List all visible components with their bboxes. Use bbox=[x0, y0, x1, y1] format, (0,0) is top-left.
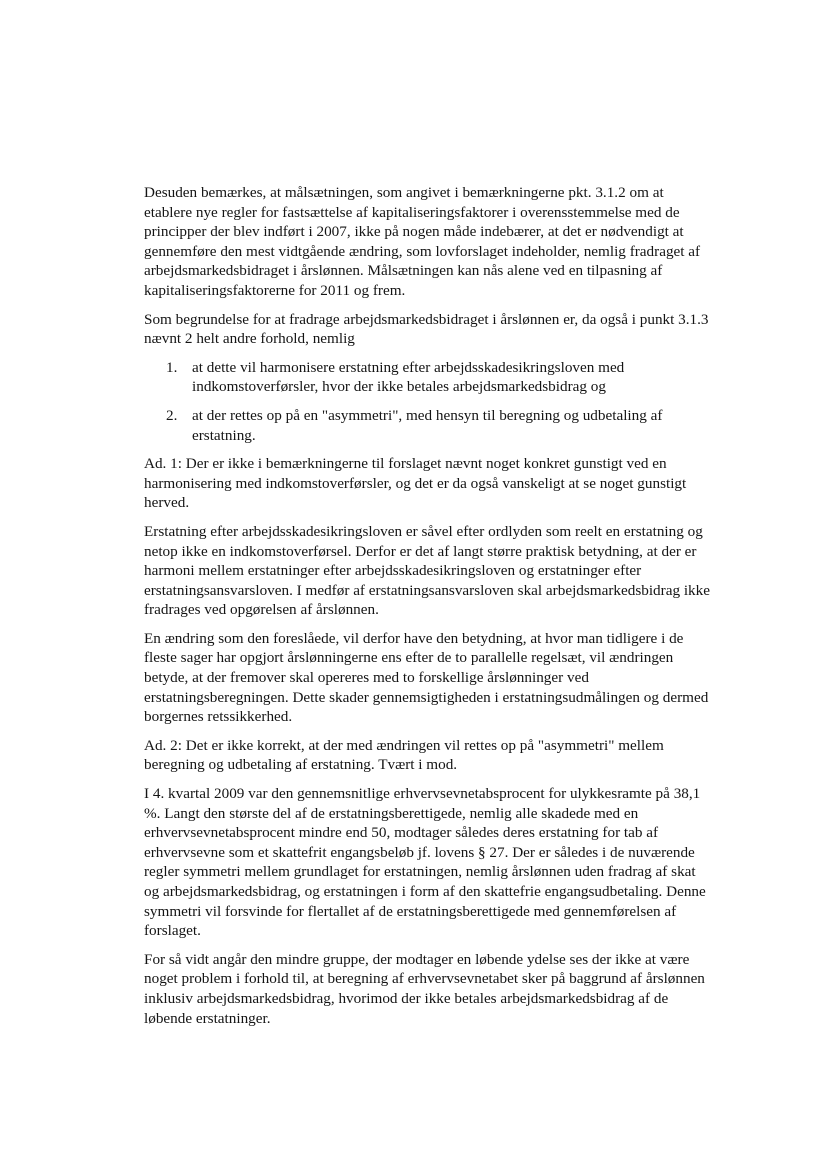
paragraph-compensation-nature: Erstatning efter arbejdsskadesikringsloven er såvel efter ordlyden som reelt en erstatning og netop ikke en indkomstoverførsel. Derfor er det af langt større praktisk betydning, at der er harmoni mellem erstatninger efter arbejdsskadesikringsloven og erstatninger efter erstatningsansvarsloven. I medfør af erstatningsansvarsloven skal arbejdsmarkedsbidrag ikke fradrages ved opgørelsen af årslønnen. bbox=[144, 522, 710, 619]
list-item bbox=[144, 358, 714, 397]
paragraph-ad-2: Ad. 2: Det er ikke korrekt, at der med ændringen vil rettes op på "asymmetri" mellem beregning og udbetaling af erstatning. Tvært i mod. bbox=[144, 736, 664, 774]
paragraph-goal-statement: Desuden bemærkes, at målsætningen, som angivet i bemærkningerne pkt. 3.1.2 om at etablere nye regler for fastsættelse af kapitaliseringsfaktorer i overensstemmelse med de principper der blev indført i 2007, ikke på nogen måde indebærer, at det er nødvendigt at gennemføre den mest vidtgående ændring, som lovforslaget indeholder, nemlig fradraget af arbejdsmarkedsbidraget i årslønnen. Målsætningen kan nås alene ved en tilpasning af kapitaliseringsfaktorerne for 2011 og frem. bbox=[144, 184, 701, 299]
list-item-text: at dette vil harmonisere erstatning efter arbejdsskadesikringsloven med indkomstoverførsler, hvor der ikke betales arbejdsmarkedsbidrag og bbox=[192, 358, 625, 396]
paragraph-statistics: I 4. kvartal 2009 var den gennemsnitlige erhvervsevnetabsprocent for ulykkesramte på 38,1 %. Langt den største del af de erstatningsberettigede, nemlig alle skadede med en erhvervsevnetabsprocent mindre end 50, modtager således deres erstatning for tab af erhvervsevne som et skattefrit engangsbeløb jf. lovens § 27. Der er således i de nuværende regler symmetri mellem grundlaget for erstatningen, nemlig årslønnen uden fradrag af skat og arbejdsmarkedsbidrag, og erstatningen i form af den skattefrie engangsudbetaling. Denne symmetri vil forsvinde for flertallet af de erstatningsberettigede med gennemførelsen af forslaget. bbox=[144, 785, 706, 940]
paragraph-justification: Som begrundelse for at fradrage arbejdsmarkedsbidraget i årslønnen er, da også i punkt 3.1.3 nævnt 2 helt andre forhold, nemlig bbox=[144, 310, 709, 348]
list-item-number: 2. bbox=[166, 406, 178, 424]
paragraph-smaller-group: For så vidt angår den mindre gruppe, der modtager en løbende ydelse ses der ikke at være noget problem i forhold til, at beregning af erhvervsevnetabet sker på baggrund af årslønnen inklusiv arbejdsmarkedsbidrag, hvorimod der ikke betales arbejdsmarkedsbidrag af de løbende erstatninger. bbox=[144, 950, 705, 1027]
list-item-number: 1. bbox=[166, 358, 178, 376]
document-body bbox=[144, 183, 714, 1037]
numbered-list bbox=[144, 358, 714, 445]
list-item-text: at der rettes op på en "asymmetri", med hensyn til beregning og udbetaling af erstatning. bbox=[192, 406, 663, 444]
paragraph-ad-1: Ad. 1: Der er ikke i bemærkningerne til forslaget nævnt noget konkret gunstigt ved en harmonisering med indkomstoverførsler, og det er da også vanskeligt at se noget gunstigt herved. bbox=[144, 455, 687, 512]
paragraph-consequence: En ændring som den foreslåede, vil derfor have den betydning, at hvor man tidligere i de fleste sager har opgjort årslønningerne ens efter de to parallelle regelsæt, vil ændringen betyde, at der fremover skal opereres med to forskellige årslønninger ved erstatningsberegningen. Dette skader gennemsigtigheden i erstatningsudmålingen og dermed borgernes retssikkerhed. bbox=[144, 629, 709, 726]
list-item bbox=[144, 406, 714, 445]
